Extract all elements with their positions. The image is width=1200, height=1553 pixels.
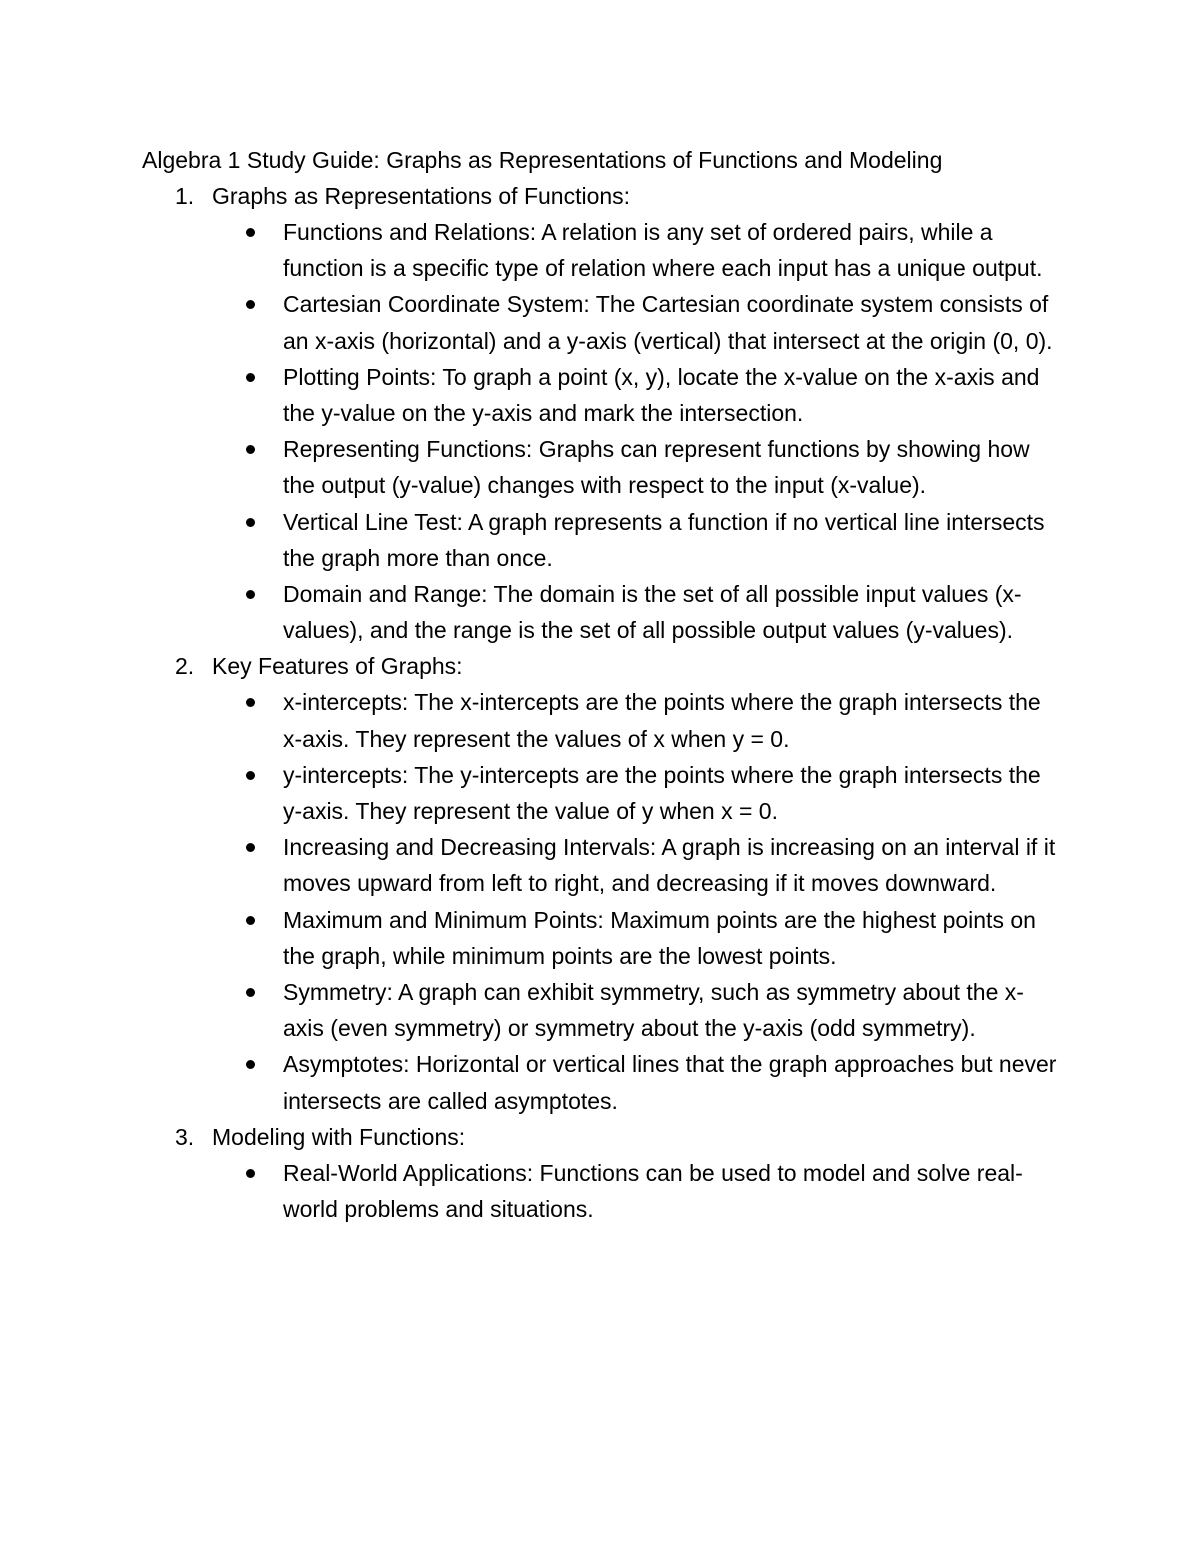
bullet-text: Representing Functions: Graphs can represent functions by showing how the output (y-value) changes with respect to the input (x-value). [283, 436, 1030, 499]
list-item [0, 431, 1063, 503]
section-heading [0, 1119, 1200, 1155]
section-item [0, 178, 1200, 648]
bullet-text: y-intercepts: The y-intercepts are the points where the graph intersects the y-axis. They represent the value of y when x = 0. [283, 761, 1041, 825]
list-item [0, 757, 1063, 829]
bullet-icon [246, 1060, 255, 1069]
section-title: Key Features of Graphs: [212, 653, 463, 680]
section-heading [0, 178, 1200, 214]
section-item [0, 648, 1200, 1118]
document-title: Algebra 1 Study Guide: Graphs as Representations of Functions and Modeling [142, 147, 943, 173]
bullet-text: Increasing and Decreasing Intervals: A graph is increasing on an interval if it moves upward from left to right, and decreasing if it moves downward. [283, 834, 1056, 897]
list-item [0, 829, 1063, 901]
list-item [0, 359, 1063, 431]
list-item [0, 1155, 1063, 1227]
section-title: Modeling with Functions: [212, 1123, 466, 1150]
bullet-icon [246, 445, 255, 454]
list-item [0, 684, 1063, 756]
list-item [0, 1046, 1063, 1118]
section-title: Graphs as Representations of Functions: [212, 183, 631, 209]
section-number: 1. [175, 183, 195, 209]
list-item [0, 576, 1063, 648]
bullet-text: Maximum and Minimum Points: Maximum points are the highest points on the graph, while minimum points are the lowest points. [283, 906, 1036, 969]
section-number: 2. [175, 653, 195, 680]
list-item [0, 902, 1063, 974]
bullet-icon [246, 300, 255, 309]
bullet-list [0, 684, 1200, 1118]
bullet-text: x-intercepts: The x-intercepts are the points where the graph intersects the x-axis. They represent the values of x when y = 0. [283, 689, 1041, 752]
bullet-text: Real-World Applications: Functions can be used to model and solve real-world problems and situations. [283, 1159, 1023, 1223]
bullet-text: Cartesian Coordinate System: The Cartesian coordinate system consists of an x-axis (horizontal) and a y-axis (vertical) that intersect at the origin (0, 0). [283, 291, 1053, 354]
bullet-icon [246, 916, 255, 925]
list-item [0, 286, 1063, 358]
bullet-icon [246, 518, 255, 527]
bullet-icon [246, 1169, 255, 1178]
bullet-text: Plotting Points: To graph a point (x, y), locate the x-value on the x-axis and the y-value on the y-axis and mark the intersection. [283, 363, 1040, 427]
section-list [0, 178, 1200, 1227]
list-item [0, 504, 1063, 576]
bullet-icon [246, 843, 255, 852]
list-item [0, 214, 1063, 286]
bullet-icon [246, 373, 255, 382]
bullet-text: Functions and Relations: A relation is any set of ordered pairs, while a function is a specific type of relation where each input has a unique output. [283, 219, 1043, 282]
bullet-text: Vertical Line Test: A graph represents a function if no vertical line intersects the graph more than once. [283, 508, 1045, 571]
bullet-text: Symmetry: A graph can exhibit symmetry, such as symmetry about the x-axis (even symmetry) or symmetry about the y-axis (odd symmetry). [283, 979, 1024, 1042]
bullet-icon [246, 698, 255, 707]
section-number: 3. [175, 1123, 195, 1150]
bullet-list [0, 214, 1200, 648]
section-item [0, 1119, 1200, 1227]
bullet-list [0, 1155, 1200, 1227]
bullet-icon [246, 590, 255, 599]
section-heading [0, 648, 1200, 684]
list-item [0, 974, 1063, 1046]
bullet-text: Domain and Range: The domain is the set of all possible input values (x-values), and the range is the set of all possible output values (y-values). [283, 581, 1022, 644]
bullet-icon [246, 228, 255, 237]
bullet-icon [246, 988, 255, 997]
bullet-text: Asymptotes: Horizontal or vertical lines that the graph approaches but never intersects are called asymptotes. [283, 1051, 1057, 1114]
bullet-icon [246, 771, 255, 780]
